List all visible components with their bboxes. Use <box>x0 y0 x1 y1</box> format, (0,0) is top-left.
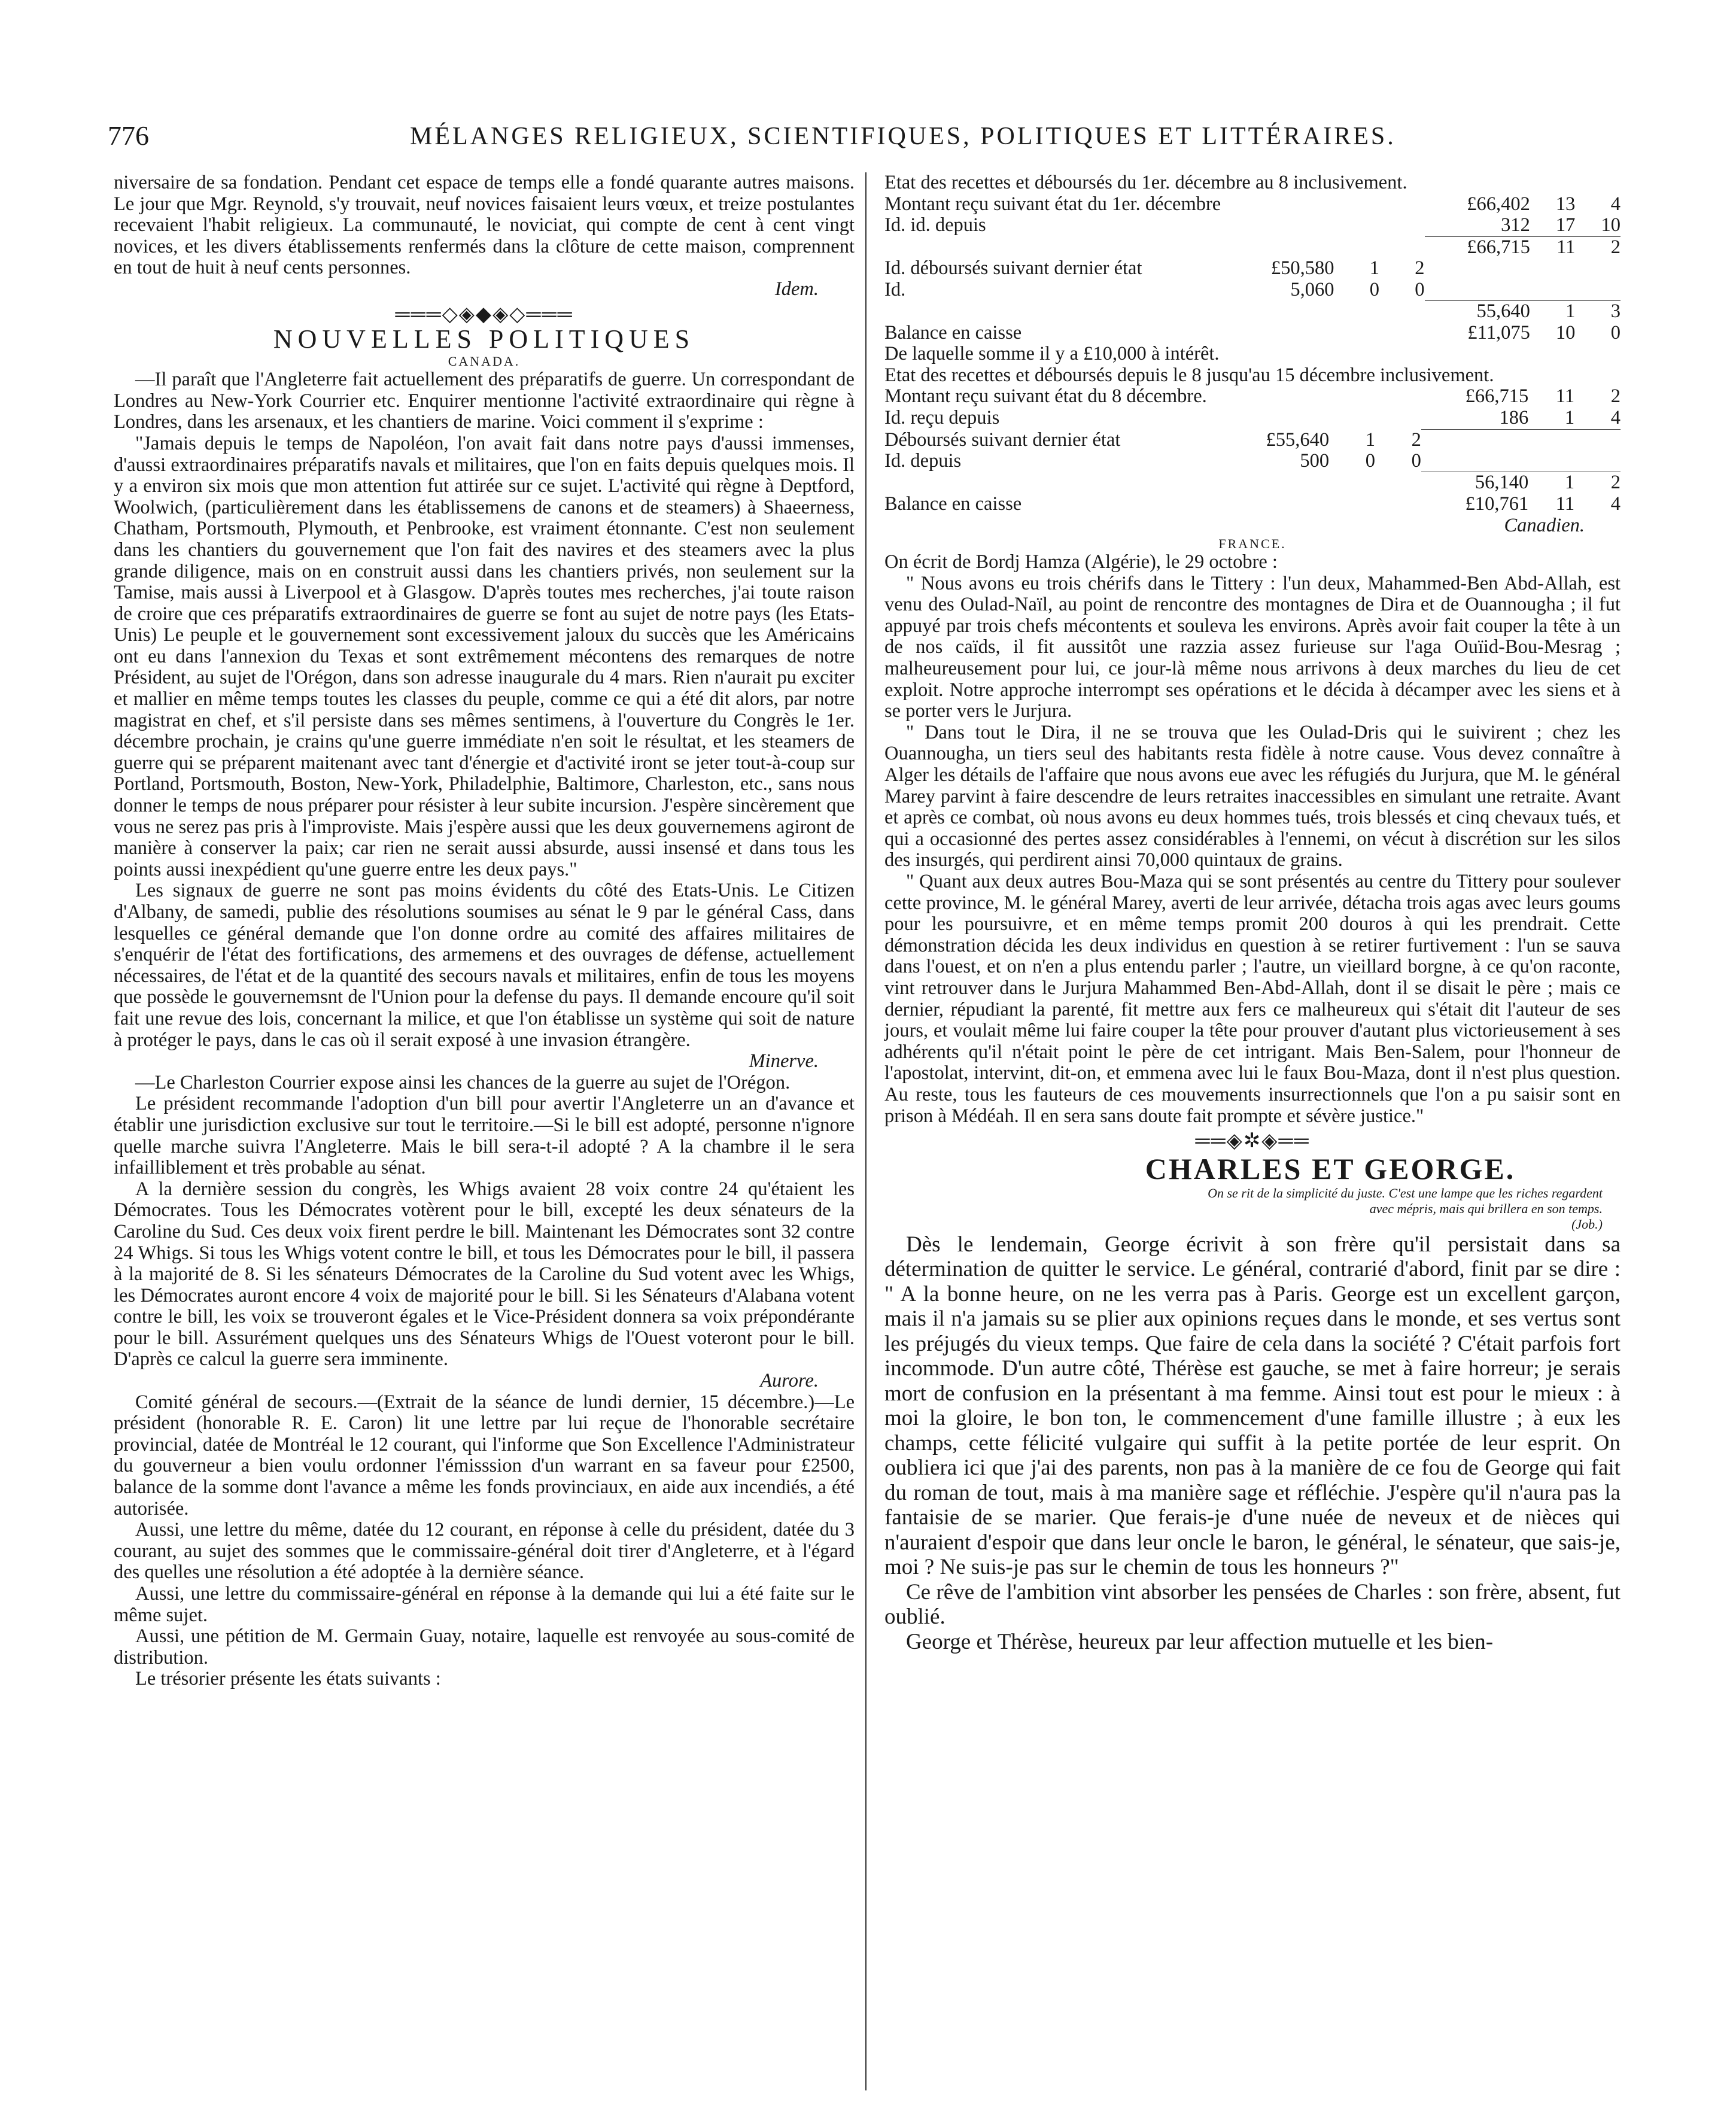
ledger-row <box>884 301 1621 323</box>
ledger-total: 55,640 <box>1425 301 1530 323</box>
ledger-total-pence <box>1574 451 1621 472</box>
ledger-label: Id. <box>884 278 906 300</box>
ledger-total-pence: 0 <box>1610 321 1621 344</box>
ledger-row <box>884 451 1621 472</box>
ledger-subtotal <box>1222 472 1329 494</box>
ledger-total: £66,715 <box>1465 385 1529 408</box>
ledger-label: Id. déboursés suivant dernier état <box>884 257 1142 279</box>
ledger-subtotal: £50,580 <box>1270 257 1334 279</box>
ledger-label: Id. reçu depuis <box>884 407 1000 429</box>
ledger-label: Montant reçu suivant état du 8 décembre. <box>884 385 1207 408</box>
france-heading: FRANCE. <box>1218 536 1287 552</box>
ledger-shillings <box>1334 301 1379 323</box>
ledger-total-shillings: 17 <box>1555 214 1576 236</box>
ledger-total: £11,075 <box>1467 321 1530 344</box>
ledger-total-shillings <box>1530 279 1576 301</box>
news-paragraph: Aussi, une lettre du même, datée du 12 courant, en réponse à celle du président, datée du 3 courant, au sujet des sommes que le commissaire-général doit tirer d'Angleterre, et à l'égard des quelles une résolution a été adoptée à la dernière séance. <box>114 1519 855 1584</box>
ledger-subtotal <box>1229 301 1334 323</box>
ledger-pence <box>1375 408 1421 429</box>
ledger-label: Déboursés suivant dernier état <box>884 428 1121 451</box>
ledger-subtotal <box>1222 494 1329 515</box>
ledger-total-shillings: 1 <box>1528 472 1574 494</box>
ledger-pence <box>1375 472 1421 494</box>
ledger-total-pence <box>1575 279 1621 301</box>
section-title: NOUVELLES POLITIQUES <box>273 324 695 354</box>
ledger-pence <box>1375 494 1421 515</box>
ledger-subtotal: 500 <box>1300 450 1330 472</box>
ledger-row <box>884 386 1621 408</box>
ledger-label: Id. id. depuis <box>884 214 986 236</box>
ledger-total: £66,402 <box>1467 193 1530 215</box>
ledger-total-shillings: 11 <box>1555 385 1575 408</box>
ledger-title: Etat des recettes et déboursés du 1er. décembre au 8 inclusivement. <box>884 172 1407 193</box>
ornament-divider: ══◈✲◈══ <box>1195 1130 1310 1153</box>
ledger-total <box>1425 258 1530 279</box>
ledger-row <box>884 279 1621 301</box>
story-title: CHARLES ET GEORGE. <box>1145 1151 1516 1186</box>
ledger-total-pence: 2 <box>1574 472 1621 494</box>
left-column <box>114 172 855 1690</box>
intro-paragraph: niversaire de sa fondation. Pendant cet espace de temps elle a fondé quarante autres maisons. Le jour que Mgr. Reynold, s'y trouvait, neuf novices faisaient leurs vœux, et treize postulantes recevaient l'habit religieux. La communauté, le noviciat, qui compte de cent à cent vingt novices, et les divers établissements renfermés dans la clôture de cette maison, comprennent en tout de huit à neuf cents personnes. <box>114 172 855 279</box>
ledger-pence <box>1375 386 1421 408</box>
ledger-row <box>884 236 1621 258</box>
ledger-total-shillings: 10 <box>1555 321 1576 344</box>
ledger-shillings <box>1329 494 1375 515</box>
france-paragraph: " Dans tout le Dira, il ne se trouva que les Oulad-Dris qui le suivirent ; chez les Ouannougha, un tiers seul des habitants resta fidèle à notre cause. Vous devez connaître à Alger les détails de l'affaire que nous avons eue avec les réfugiés du Jurjura, que M. le général Marey parvint à faire descendre de leurs retraites inaccessibles en simulant une retraite. Avant et après ce combat, où nous avons eu deux hommes tués, trois blessés et cinq chevaux tués, et qui a occasionné des pertes assez considérables à l'ennemi, on vécut à discrétion sur les silos des insurgés, qui perdirent ainsi 70,000 quintaux de grains. <box>884 721 1621 871</box>
running-title: MÉLANGES RELIGIEUX, SCIENTIFIQUES, POLITIQUES ET LITTÉRAIRES. <box>410 123 1396 150</box>
ledger-row <box>884 194 1621 215</box>
ledger-total-shillings: 11 <box>1555 493 1575 515</box>
ledger-total: 186 <box>1499 407 1529 429</box>
ledger-source: Canadien. <box>1504 514 1585 536</box>
page-number: 776 <box>108 120 149 151</box>
ledger-title: Etat des recettes et déboursés depuis le 8 jusqu'au 15 décembre inclusivement. <box>884 364 1494 386</box>
ledger-shillings <box>1329 386 1375 408</box>
page-header <box>108 114 1640 162</box>
ledger-pence <box>1379 236 1425 258</box>
ledger-shillings <box>1329 408 1375 429</box>
news-paragraph: A la dernière session du congrès, les Whigs avaient 28 voix contre 24 qu'étaient les Démocrates. Tous les Démocrates votèrent pour le bill, excepté les deux sénateurs de la Caroline du Sud. Ces deux voix firent perdre le bill. Maintenant les Démocrates sont 32 contre 24 Whigs. Si tous les Whigs votent contre le bill, et tous les Démocrates pour le bill, il passera à la majorité de 8. Si les sénateurs Démocrates de la Caroline du Sud votent avec les Whigs, les Démocrates auront encore 4 voix de majorité pour le bill. Si les Sénateurs d'Alabana votent contre le bill, les voix se trouveront égales et le Vice-Président donnera sa voix prépondérante pour le bill. Assurément quelques uns des Sénateurs Whigs de l'Ouest voteront pour le bill. D'après ce calcul la guerre sera imminente. <box>114 1178 855 1370</box>
news-paragraph: Les signaux de guerre ne sont pas moins évidents du côté des Etats-Unis. Le Citizen d'Albany, de samedi, publie des résolutions soumises au sénat le 9 par le général Cass, dans lesquelles ce général demande que l'on donne ordre au comité des affaires militaires de s'enquérir de l'état des fortifications, des armemens et des ouvrages de défense, actuellement nécessaires, de l'état et de la quantité des secours navals et militaires, enfin de tous les moyens que possède le gouvernemsnt de l'Union pour la defense du pays. Il demande encoure qu'il soit fait une revue des lois, concernant la milice, et que l'on établisse un système qui soit de nature à protéger le pays, dans le cas où il serait exposé à une invasion étrangère. <box>114 880 855 1051</box>
ledger-shillings <box>1329 472 1375 494</box>
ledger-pence: 2 <box>1411 428 1421 451</box>
story-paragraph: George et Thérèse, heureux par leur affection mutuelle et les bien- <box>906 1629 1494 1654</box>
ledger-pence <box>1379 301 1425 323</box>
ledger-row <box>884 408 1621 429</box>
ledger-label <box>884 236 1229 258</box>
ledger-total-pence <box>1574 430 1621 451</box>
ledger-subtotal: 5,060 <box>1290 278 1334 300</box>
ledger-pence <box>1379 323 1425 344</box>
ledger-subtotal <box>1229 236 1334 258</box>
story-motto: On se rit de la simplicité du juste. C'est une lampe que les riches regardent avec mépris, mais qui brillera en son temps. <box>1208 1185 1603 1216</box>
ledger-shillings: 0 <box>1365 450 1375 472</box>
ledger-total-pence <box>1575 258 1621 279</box>
ledger-total-shillings <box>1530 258 1576 279</box>
story-paragraph: Ce rêve de l'ambition vint absorber les pensées de Charles : son frère, absent, fut oublié. <box>884 1579 1621 1630</box>
intro-source: Idem. <box>774 278 819 300</box>
story-paragraph: Dès le lendemain, George écrivit à son frère qu'il persistait dans sa détermination de quitter le service. Le général, contrarié d'abord, finit par se dire : " A la bonne heure, on ne les verra pas à Paris. George est un excellent garçon, mais il n'a jamais su se plier aux opinions reçues dans le monde, et ses vertus sont les préjugés du vieux temps. Que faire de cela dans la société ? C'était parfois fort incommode. D'un autre côté, Thérèse est gauche, se met à faire horreur; je serais mort de confusion en la présentant à ma femme. Ainsi tout est pour le mieux : à moi la gloire, le bon ton, le commencement d'une famille illustre ; à eux les champs, cette félicité vulgaire qui suffit à la petite portée de leur esprit. On oubliera ici que j'ai des parents, non pas à la manière de ce fou de George qui fait du roman de tout, mais à ma manière sage et réfléchie. J'espère qu'il n'aura pas la fantaisie de se marier. Que ferais-je d'une nuée de neveux et de nièces qui n'auraient d'espoir que dans leur oncle le baron, le général, le sénateur, que sais-je, moi ? Ne suis-je pas sur le chemin de tous les honneurs ?" <box>884 1232 1621 1580</box>
ledger-total-shillings: 11 <box>1530 236 1576 258</box>
ledger-shillings <box>1334 194 1379 215</box>
ledger-total <box>1421 451 1528 472</box>
ledger-total-pence: 3 <box>1575 301 1621 323</box>
news-source: Minerve. <box>749 1050 819 1072</box>
ledger-label <box>884 472 1222 494</box>
news-source: Aurore. <box>760 1370 819 1392</box>
ledger-total: 56,140 <box>1421 472 1528 494</box>
ledger-total-shillings: 1 <box>1530 301 1576 323</box>
news-paragraph: Aussi, une lettre du commissaire-général en réponse à la demande qui lui a été faite sur le même sujet. <box>114 1583 855 1626</box>
ledger-note: De laquelle somme il y a £10,000 à intérêt. <box>884 343 1220 365</box>
right-column <box>884 172 1621 1654</box>
news-paragraph: Comité général de secours.—(Extrait de la séance de lundi dernier, 15 décembre.)—Le président (honorable R. E. Caron) lit une lettre par lui reçue de l'honorable secrétaire provincial, datée de Montréal le 12 courant, qui l'informe que Son Excellence l'Administrateur du gouverneur a bien voulu ordonner l'émisssion d'un warrant en sa faveur pour £2500, balance de la somme dont l'avance a même les fonds provinciaux, en aide aux incendiés, a été autorisée. <box>114 1391 855 1519</box>
ledger-label: Montant reçu suivant état du 1er. décembre <box>884 193 1221 215</box>
ledger-shillings: 1 <box>1365 428 1375 451</box>
france-paragraph: On écrit de Bordj Hamza (Algérie), le 29 octobre : <box>884 551 1278 573</box>
ledger-shillings <box>1334 236 1379 258</box>
news-paragraph: Le président recommande l'adoption d'un bill pour avertir l'Angleterre un an d'avance et établir une jurisdiction exclusive sur tout le territoire.—Si le bill est adopté, personne n'ignore quelle marche suivra l'Angleterre. Mais le bill sera-t-il adopté ? A la chambre il le sera infailliblement et très probable au sénat. <box>114 1093 855 1179</box>
ledger-total <box>1425 279 1530 301</box>
ledger-subtotal <box>1229 323 1334 344</box>
ledger-subtotal <box>1229 194 1334 215</box>
france-paragraph: " Nous avons eu trois chérifs dans le Tittery : l'un deux, Mahammed-Ben Abd-Allah, est venu des Oulad-Naïl, au point de rencontre des montagnes de Dira et de Ouannougha ; il fut appuyé par trois chefs mécontents et souleva les environs. Après avoir fait couper la tête à un de nos caïds, il fit aussitôt une razzia assez furieuse sur l'aga Ouïid-Bou-Mesrag ; malheureusement pour lui, ce jour-là même nous arrivons à deux marches du lieu de cet exploit. Notre approche interrompt ses opérations et le décida à décamper avec les siens et à se porter vers le Jurjura. <box>884 572 1621 722</box>
ledger-shillings <box>1334 323 1379 344</box>
news-paragraph: —Le Charleston Courrier expose ainsi les chances de la guerre au sujet de l'Orégon. <box>135 1071 791 1093</box>
ledger-shillings <box>1334 215 1379 236</box>
news-paragraph: —Il paraît que l'Angleterre fait actuellement des préparatifs de guerre. Un correspondant de Londres au New-York Courrier etc. Enquirer mentionne l'activité extraordinaire qui règne à Londres, dans les arsenaux, et les chantiers de marine. Voici comment il s'exprime : <box>114 369 855 433</box>
ledger-total: 312 <box>1501 214 1530 236</box>
ledger-pence <box>1379 215 1425 236</box>
ledger-total <box>1421 430 1528 451</box>
ledger-total-shillings: 1 <box>1564 407 1575 429</box>
ledger-pence: 0 <box>1415 278 1425 300</box>
ledger-subtotal <box>1222 408 1329 429</box>
ledger-total-pence: 4 <box>1610 407 1621 429</box>
ledger-subtotal <box>1229 215 1334 236</box>
ledger-shillings: 1 <box>1369 257 1379 279</box>
column-divider <box>865 172 867 2090</box>
news-paragraph: Aussi, une pétition de M. Germain Guay, notaire, laquelle est renvoyée au sous-comité de distribution. <box>114 1625 855 1669</box>
ledger-subtotal: £55,640 <box>1266 428 1330 451</box>
ledger-total: £66,715 <box>1425 236 1530 258</box>
ledger-subtotal <box>1222 386 1329 408</box>
news-paragraph: Le trésorier présente les états suivants : <box>135 1668 441 1690</box>
ledger-total-shillings <box>1528 430 1574 451</box>
ledger-row <box>884 323 1621 344</box>
story-motto-source: (Job.) <box>1571 1216 1603 1232</box>
news-paragraph: "Jamais depuis le temps de Napoléon, l'on avait fait dans notre pays d'aussi immenses, d'aussi extraordinaires préparatifs navals et militaires, que l'on en faits depuis quelques mois. Il y a environ six mois que mon attention fut attirée sur ce sujet. L'activité qui règne à Deptford, Woolwich, (particulièrement dans les établissemens de canons et de steamers) à Shaeerness, Chatham, Portsmouth, Plymouth, et Penbrooke, est vraiment étonnante. C'est non seulement dans les chantiers du gouvernement que l'on fait des navires et des steamers avec la plus grande diligence, mais on en construit aussi dans les chantiers privés, non seulement sur la Tamise, mais aussi à Liverpool et à Glasgow. D'après toutes mes recherches, j'ai toute raison de croire que ces préparatifs extraordinaires de guerre se font au sujet de notre pays (les Etats-Unis) Le peuple et le gouvernement sont excessivement jaloux du succès que les Américains ont eu dans l'annexion du Texas et sont extrêmement mécontens des remarques de notre Président, au sujet de l'Orégon, dans son adresse inaugurale du 4 mars. Rien n'aurait pu exciter et mallier en même temps toutes les classes du peuple, comme ce qui a été dit alors, par notre magistrat en chef, et s'il persiste dans ses mêmes sentimens, à l'ouverture du Congrès le 1er. décembre prochain, je crains qu'une guerre immédiate n'en soit le résultat, et les steamers de guerre qui se préparent maitenant avec tant d'énergie et d'activité iront se jeter tout-à-coup sur Portland, Portsmouth, Boston, New-York, Philadelphie, Baltimore, Charleston, etc., sans nous donner le temps de nous préparer pour résister à leur subite incursion. J'espère sincèrement que vous ne serez pas pris à l'improviste. Mais j'espère aussi que les deux gouvernemens agiront de manière à conserver la paix; car rien ne serait aussi absurde, aussi insensé et dans tous les points aussi inexpédient qu'une guerre entre les deux pays." <box>114 432 855 880</box>
ledger-pence: 0 <box>1411 450 1421 472</box>
ledger-label: Balance en caisse <box>884 321 1022 344</box>
ledger-pence: 2 <box>1415 257 1425 279</box>
ledger-label <box>884 301 1229 323</box>
ledger-pence <box>1379 194 1425 215</box>
ledger-row <box>884 258 1621 279</box>
ledger-total-pence: 10 <box>1601 214 1621 236</box>
ledger-row <box>884 494 1621 515</box>
ledger-row <box>884 430 1621 451</box>
ledger-total-shillings: 13 <box>1555 193 1576 215</box>
france-paragraph: " Quant aux deux autres Bou-Maza qui se sont présentés au centre du Tittery pour soulever cette province, M. le général Marey, averti de leur arrivée, détacha trois agas avec leurs goums pour les poursuivre, et en même temps promit 200 douros à qui les prendrait. Cette démonstration décida les deux individus en question à se retirer furtivement : l'un se sauva dans l'ouest, et on n'en a plus entendu parler ; l'autre, un vieillard borgne, à ce qu'on raconte, vint retrouver dans le Jurjura Mahammed Ben-Abd-Allah, dont il se disait le père ; mais ce dernier, répudiant la parenté, fit mettre aux fers ce malheureux qui s'était dit l'auteur de ses jours, et voulait même lui faire couper la tête pour prouver d'autant plus victorieusement à ses adhérents qu'il n'était point le père de cet intrigant. Mais Ben-Salem, pour l'honneur de l'apostolat, intervint, dit-on, et emmena avec lui le faux Bou-Maza, dont il n'est plus question. Au reste, tous les fauteurs de ces mouvements insurrectionnels que l'on a pu saisir sont en prison à Médéah. Il en sera sans doute fait prompte et sévère justice." <box>884 871 1621 1127</box>
ledger-table-1 <box>884 194 1621 344</box>
ledger-label: Id. depuis <box>884 450 962 472</box>
ledger-label: Balance en caisse <box>884 493 1022 515</box>
section-subtitle: CANADA. <box>448 354 521 369</box>
ledger-row <box>884 215 1621 236</box>
ledger-row <box>884 472 1621 494</box>
ledger-total-pence: 2 <box>1575 236 1621 258</box>
ledger-table-2 <box>884 386 1621 515</box>
ledger-total-pence: 4 <box>1610 493 1621 515</box>
ledger-total-pence: 2 <box>1610 385 1621 408</box>
ledger-total: £10,761 <box>1465 493 1529 515</box>
ledger-total-pence: 4 <box>1610 193 1621 215</box>
ledger-total-shillings <box>1528 451 1574 472</box>
ledger-shillings: 0 <box>1369 278 1379 300</box>
ornament-divider: ═══◇◈◆◈◇═══ <box>395 303 573 326</box>
